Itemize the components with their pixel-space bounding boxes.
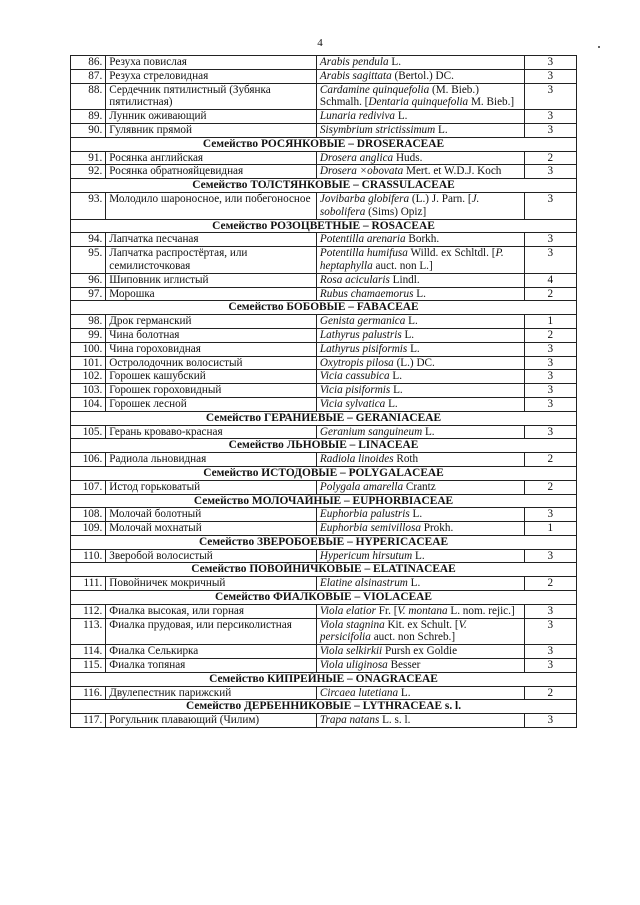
species-row <box>71 425 577 439</box>
species-latin-name <box>316 69 524 83</box>
latin-binomial: V. persicifolia <box>319 618 467 644</box>
rarity-category: 3 <box>524 342 576 356</box>
species-latin-name <box>316 342 524 356</box>
rarity-category: 3 <box>524 110 576 124</box>
species-row <box>71 151 577 165</box>
species-russian-name: Горошек гороховидный <box>106 384 317 398</box>
family-header: Семейство ИСТОДОВЫЕ – POLYGALACEAE <box>71 466 577 480</box>
species-number: 104. <box>71 397 106 411</box>
latin-authority: (L.) DC. <box>393 356 435 369</box>
species-latin-name <box>316 233 524 247</box>
rarity-category: 3 <box>524 508 576 522</box>
rarity-category: 3 <box>524 384 576 398</box>
latin-binomial: Rosa acicularis <box>319 273 390 286</box>
latin-binomial: Elatine alsinastrum <box>319 577 408 590</box>
species-number: 98. <box>71 315 106 329</box>
species-russian-name: Гулявник прямой <box>106 123 317 137</box>
species-russian-name: Горошек лесной <box>106 397 317 411</box>
latin-authority: L. <box>390 384 403 397</box>
latin-binomial: Sisymbrium strictissimum <box>319 123 436 136</box>
latin-authority: L. <box>401 328 415 341</box>
latin-authority: L. <box>385 397 398 410</box>
family-header: Семейство ЛЬНОВЫЕ – LINACEAE <box>71 439 577 453</box>
species-latin-name <box>316 549 524 563</box>
species-russian-name: Чина болотная <box>106 328 317 342</box>
latin-binomial: Hypericum hirsutum <box>319 549 413 562</box>
family-header: Семейство ДЕРБЕННИКОВЫЕ – LYTHRACEAE s. l. <box>71 700 577 714</box>
family-header-row <box>71 411 577 425</box>
species-number: 110. <box>71 549 106 563</box>
species-latin-name <box>316 370 524 384</box>
species-row <box>71 247 577 274</box>
rarity-category: 3 <box>524 247 576 274</box>
species-russian-name: Фиалка прудовая, или персиколистная <box>106 618 317 645</box>
species-row <box>71 577 577 591</box>
species-row <box>71 659 577 673</box>
species-latin-name <box>316 273 524 287</box>
latin-binomial: Lathyrus pisiformis <box>319 342 408 355</box>
species-row <box>71 618 577 645</box>
family-header-row <box>71 219 577 233</box>
species-russian-name: Фиалка высокая, или горная <box>106 604 317 618</box>
rarity-category: 3 <box>524 714 576 728</box>
species-number: 117. <box>71 714 106 728</box>
species-latin-name <box>316 83 524 110</box>
species-russian-name: Радиола льновидная <box>106 453 317 467</box>
family-header-row <box>71 535 577 549</box>
latin-authority: (L.) J. Parn. [ <box>409 192 472 205</box>
species-row <box>71 549 577 563</box>
species-latin-name <box>316 425 524 439</box>
latin-binomial: J. sobolifera <box>319 192 480 218</box>
species-russian-name: Молочай мохнатый <box>106 522 317 536</box>
species-number: 116. <box>71 686 106 700</box>
species-row <box>71 69 577 83</box>
species-russian-name: Дрок германский <box>106 315 317 329</box>
species-number: 94. <box>71 233 106 247</box>
rarity-category: 3 <box>524 123 576 137</box>
latin-authority: Roth <box>393 453 419 466</box>
rarity-category: 3 <box>524 645 576 659</box>
family-header-row <box>71 137 577 151</box>
rarity-category: 2 <box>524 453 576 467</box>
species-number: 108. <box>71 508 106 522</box>
species-table <box>70 55 577 728</box>
species-latin-name <box>316 604 524 618</box>
species-russian-name: Рогульник плавающий (Чилим) <box>106 714 317 728</box>
species-latin-name <box>316 522 524 536</box>
latin-authority: Mert. et W.D.J. Koch <box>403 165 502 178</box>
species-number: 106. <box>71 453 106 467</box>
species-number: 97. <box>71 287 106 301</box>
latin-binomial: Potentilla arenaria <box>319 233 406 246</box>
species-latin-name <box>316 577 524 591</box>
family-header: Семейство ПОВОЙНИЧКОВЫЕ – ELATINACEAE <box>71 563 577 577</box>
species-number: 114. <box>71 645 106 659</box>
latin-authority: Kit. ex Schult. [ <box>384 618 459 631</box>
family-header-row <box>71 439 577 453</box>
species-row <box>71 397 577 411</box>
latin-binomial: Vicia cassubica <box>319 370 390 383</box>
latin-authority: auct. non L.] <box>372 259 433 272</box>
family-header-row <box>71 301 577 315</box>
latin-binomial: Euphorbia semivillosa <box>319 522 421 535</box>
rarity-category: 3 <box>524 549 576 563</box>
species-row <box>71 686 577 700</box>
species-latin-name <box>316 714 524 728</box>
species-russian-name: Резуха повислая <box>106 56 317 70</box>
latin-authority: L. <box>388 56 402 68</box>
latin-binomial: Polygala amarella <box>319 480 404 493</box>
species-row <box>71 56 577 70</box>
rarity-category: 3 <box>524 356 576 370</box>
species-latin-name <box>316 192 524 219</box>
latin-binomial: Drosera ×obovata <box>319 165 404 178</box>
rarity-category: 3 <box>524 83 576 110</box>
species-row <box>71 604 577 618</box>
latin-authority: Besser <box>387 659 421 672</box>
latin-authority: (Bertol.) DC. <box>391 69 454 82</box>
species-number: 86. <box>71 56 106 70</box>
species-row <box>71 356 577 370</box>
species-russian-name: Фиалка топяная <box>106 659 317 673</box>
species-row <box>71 480 577 494</box>
species-number: 107. <box>71 480 106 494</box>
species-row <box>71 192 577 219</box>
species-russian-name: Герань кроваво-красная <box>106 425 317 439</box>
rarity-category: 3 <box>524 397 576 411</box>
species-russian-name: Сердечник пятилистный (Зубянка пятилистная) <box>106 83 317 110</box>
latin-authority: L. <box>398 686 411 699</box>
latin-authority: L. <box>409 508 423 521</box>
species-number: 105. <box>71 425 106 439</box>
latin-authority: L. <box>435 123 448 136</box>
species-number: 102. <box>71 370 106 384</box>
species-number: 109. <box>71 522 106 536</box>
species-russian-name: Горошек кашубский <box>106 370 317 384</box>
species-latin-name <box>316 397 524 411</box>
species-russian-name: Зверобой волосистый <box>106 549 317 563</box>
rarity-category: 3 <box>524 192 576 219</box>
latin-binomial: Jovibarba globifera <box>319 192 410 205</box>
rarity-category: 2 <box>524 151 576 165</box>
species-row <box>71 508 577 522</box>
species-number: 93. <box>71 192 106 219</box>
species-number: 101. <box>71 356 106 370</box>
species-russian-name: Росянка обратнояйцевидная <box>106 165 317 179</box>
latin-binomial: Viola elatior <box>319 604 376 617</box>
species-row <box>71 384 577 398</box>
latin-authority: auct. non Schreb.] <box>370 631 456 644</box>
rarity-category: 2 <box>524 287 576 301</box>
family-header: Семейство ЗВЕРОБОЕВЫЕ – HYPERICACEAE <box>71 535 577 549</box>
species-row <box>71 645 577 659</box>
rarity-category: 3 <box>524 659 576 673</box>
latin-authority: (M. Bieb.) Schmalh. [ <box>319 83 479 109</box>
species-russian-name: Фиалка Селькирка <box>106 645 317 659</box>
family-header: Семейство КИПРЕЙНЫЕ – ONAGRACEAE <box>71 672 577 686</box>
latin-binomial: Viola uliginosa <box>319 659 388 672</box>
species-russian-name: Двулепестник парижский <box>106 686 317 700</box>
species-row <box>71 714 577 728</box>
latin-binomial: P. heptaphylla <box>319 247 504 272</box>
species-latin-name <box>316 151 524 165</box>
species-row <box>71 315 577 329</box>
species-russian-name: Морошка <box>106 287 317 301</box>
latin-authority: (Sims) Opiz] <box>365 205 427 218</box>
species-number: 100. <box>71 342 106 356</box>
latin-binomial: Lathyrus palustris <box>319 328 402 341</box>
latin-authority: Willd. ex Schltdl. [ <box>407 247 496 260</box>
rarity-category: 3 <box>524 233 576 247</box>
species-row <box>71 342 577 356</box>
latin-authority: Prokh. <box>420 522 454 535</box>
species-row <box>71 287 577 301</box>
species-number: 112. <box>71 604 106 618</box>
species-latin-name <box>316 453 524 467</box>
species-number: 89. <box>71 110 106 124</box>
species-russian-name: Остролодочник волосистый <box>106 356 317 370</box>
latin-binomial: Arabis sagittata <box>319 69 392 82</box>
species-number: 103. <box>71 384 106 398</box>
species-latin-name <box>316 686 524 700</box>
rarity-category: 2 <box>524 328 576 342</box>
species-row <box>71 453 577 467</box>
family-header: Семейство РОЗОЦВЕТНЫЕ – ROSACEAE <box>71 219 577 233</box>
species-latin-name <box>316 247 524 274</box>
species-table-body <box>71 56 577 728</box>
rarity-category: 3 <box>524 604 576 618</box>
family-header-row <box>71 466 577 480</box>
latin-binomial: Vicia pisiformis <box>319 384 391 397</box>
family-header-row <box>71 179 577 193</box>
family-header-row <box>71 494 577 508</box>
species-latin-name <box>316 645 524 659</box>
species-row <box>71 370 577 384</box>
rarity-category: 3 <box>524 425 576 439</box>
family-header: Семейство БОБОВЫЕ – FABACEAE <box>71 301 577 315</box>
species-russian-name: Шиповник иглистый <box>106 273 317 287</box>
rarity-category: 3 <box>524 618 576 645</box>
rarity-category: 2 <box>524 577 576 591</box>
species-row <box>71 328 577 342</box>
latin-binomial: Viola stagnina <box>319 618 385 631</box>
latin-authority: L. <box>389 370 403 383</box>
latin-authority: Crantz <box>403 480 436 493</box>
species-russian-name: Лапчатка песчаная <box>106 233 317 247</box>
latin-binomial: Rubus chamaemorus <box>319 287 414 300</box>
species-row <box>71 123 577 137</box>
latin-authority: L. s. l. <box>379 714 411 727</box>
latin-authority: L. <box>395 110 408 123</box>
species-latin-name <box>316 287 524 301</box>
species-row <box>71 110 577 124</box>
species-number: 95. <box>71 247 106 274</box>
latin-binomial: Euphorbia palustris <box>319 508 410 521</box>
family-header: Семейство МОЛОЧАЙНЫЕ – EUPHORBIACEAE <box>71 494 577 508</box>
latin-authority: L. <box>407 577 421 590</box>
latin-authority: Pursh ex Goldie <box>382 645 458 658</box>
latin-binomial: Circaea lutetiana <box>319 686 399 699</box>
species-latin-name <box>316 508 524 522</box>
species-latin-name <box>316 356 524 370</box>
latin-binomial: Oxytropis pilosa <box>319 356 394 369</box>
species-russian-name: Истод горьковатый <box>106 480 317 494</box>
latin-authority: M. Bieb.] <box>468 96 515 109</box>
latin-authority: L. <box>407 342 420 355</box>
species-number: 87. <box>71 69 106 83</box>
species-russian-name: Резуха стреловидная <box>106 69 317 83</box>
latin-authority: L. <box>405 315 418 328</box>
latin-authority: L. <box>422 425 435 438</box>
species-number: 96. <box>71 273 106 287</box>
species-number: 88. <box>71 83 106 110</box>
species-latin-name <box>316 165 524 179</box>
species-row <box>71 522 577 536</box>
rarity-category: 3 <box>524 56 576 70</box>
latin-binomial: Geranium sanguineum <box>319 425 423 438</box>
rarity-category: 1 <box>524 522 576 536</box>
rarity-category: 2 <box>524 686 576 700</box>
species-russian-name: Молодило шароносное, или побегоносное <box>106 192 317 219</box>
species-number: 115. <box>71 659 106 673</box>
species-russian-name: Повойничек мокричный <box>106 577 317 591</box>
rarity-category: 3 <box>524 69 576 83</box>
latin-binomial: Genista germanica <box>319 315 406 328</box>
species-row <box>71 83 577 110</box>
latin-binomial: Radiola linoides <box>319 453 394 466</box>
latin-authority: L. <box>412 549 425 562</box>
latin-authority: Borkh. <box>405 233 440 246</box>
latin-authority: Huds. <box>393 151 423 164</box>
family-header: Семейство ТОЛСТЯНКОВЫЕ – CRASSULACEAE <box>71 179 577 193</box>
rarity-category: 3 <box>524 165 576 179</box>
family-header-row <box>71 672 577 686</box>
species-latin-name <box>316 123 524 137</box>
species-number: 90. <box>71 123 106 137</box>
family-header: Семейство ГЕРАНИЕВЫЕ – GERANIACEAE <box>71 411 577 425</box>
species-row <box>71 165 577 179</box>
species-russian-name: Лунник оживающий <box>106 110 317 124</box>
latin-binomial: Lunaria rediviva <box>319 110 396 123</box>
species-number: 113. <box>71 618 106 645</box>
species-latin-name <box>316 384 524 398</box>
species-russian-name: Лапчатка распростёртая, или семилисточковая <box>106 247 317 274</box>
species-latin-name <box>316 328 524 342</box>
species-russian-name: Молочай болотный <box>106 508 317 522</box>
page-number: 4 <box>317 37 323 49</box>
latin-authority: Lindl. <box>389 273 420 286</box>
edge-mark <box>598 46 600 48</box>
family-header-row <box>71 563 577 577</box>
family-header-row <box>71 700 577 714</box>
latin-authority: L. <box>413 287 426 300</box>
species-latin-name <box>316 110 524 124</box>
family-header-row <box>71 591 577 605</box>
family-header: Семейство РОСЯНКОВЫЕ – DROSERACEAE <box>71 137 577 151</box>
latin-binomial: Potentilla humifusa <box>319 247 408 260</box>
rarity-category: 2 <box>524 480 576 494</box>
species-number: 91. <box>71 151 106 165</box>
latin-binomial: V. montana <box>397 604 448 617</box>
species-latin-name <box>316 56 524 70</box>
species-latin-name <box>316 480 524 494</box>
latin-binomial: Trapa natans <box>319 714 380 727</box>
species-latin-name <box>316 618 524 645</box>
species-russian-name: Росянка английская <box>106 151 317 165</box>
rarity-category: 4 <box>524 273 576 287</box>
latin-authority: Fr. [ <box>375 604 398 617</box>
latin-authority: L. nom. rejic.] <box>447 604 515 617</box>
species-number: 111. <box>71 577 106 591</box>
latin-binomial: Drosera anglica <box>319 151 394 164</box>
rarity-category: 1 <box>524 315 576 329</box>
species-latin-name <box>316 315 524 329</box>
species-number: 92. <box>71 165 106 179</box>
latin-binomial: Viola selkirkii <box>319 645 383 658</box>
latin-binomial: Arabis pendula <box>319 56 389 68</box>
latin-binomial: Vicia sylvatica <box>319 397 386 410</box>
species-russian-name: Чина гороховидная <box>106 342 317 356</box>
latin-binomial: Cardamine quinquefolia <box>319 83 430 96</box>
latin-binomial: Dentaria quinquefolia <box>368 96 469 109</box>
rarity-category: 3 <box>524 370 576 384</box>
species-number: 99. <box>71 328 106 342</box>
family-header: Семейство ФИАЛКОВЫЕ – VIOLACEAE <box>71 591 577 605</box>
species-row <box>71 273 577 287</box>
species-row <box>71 233 577 247</box>
species-latin-name <box>316 659 524 673</box>
